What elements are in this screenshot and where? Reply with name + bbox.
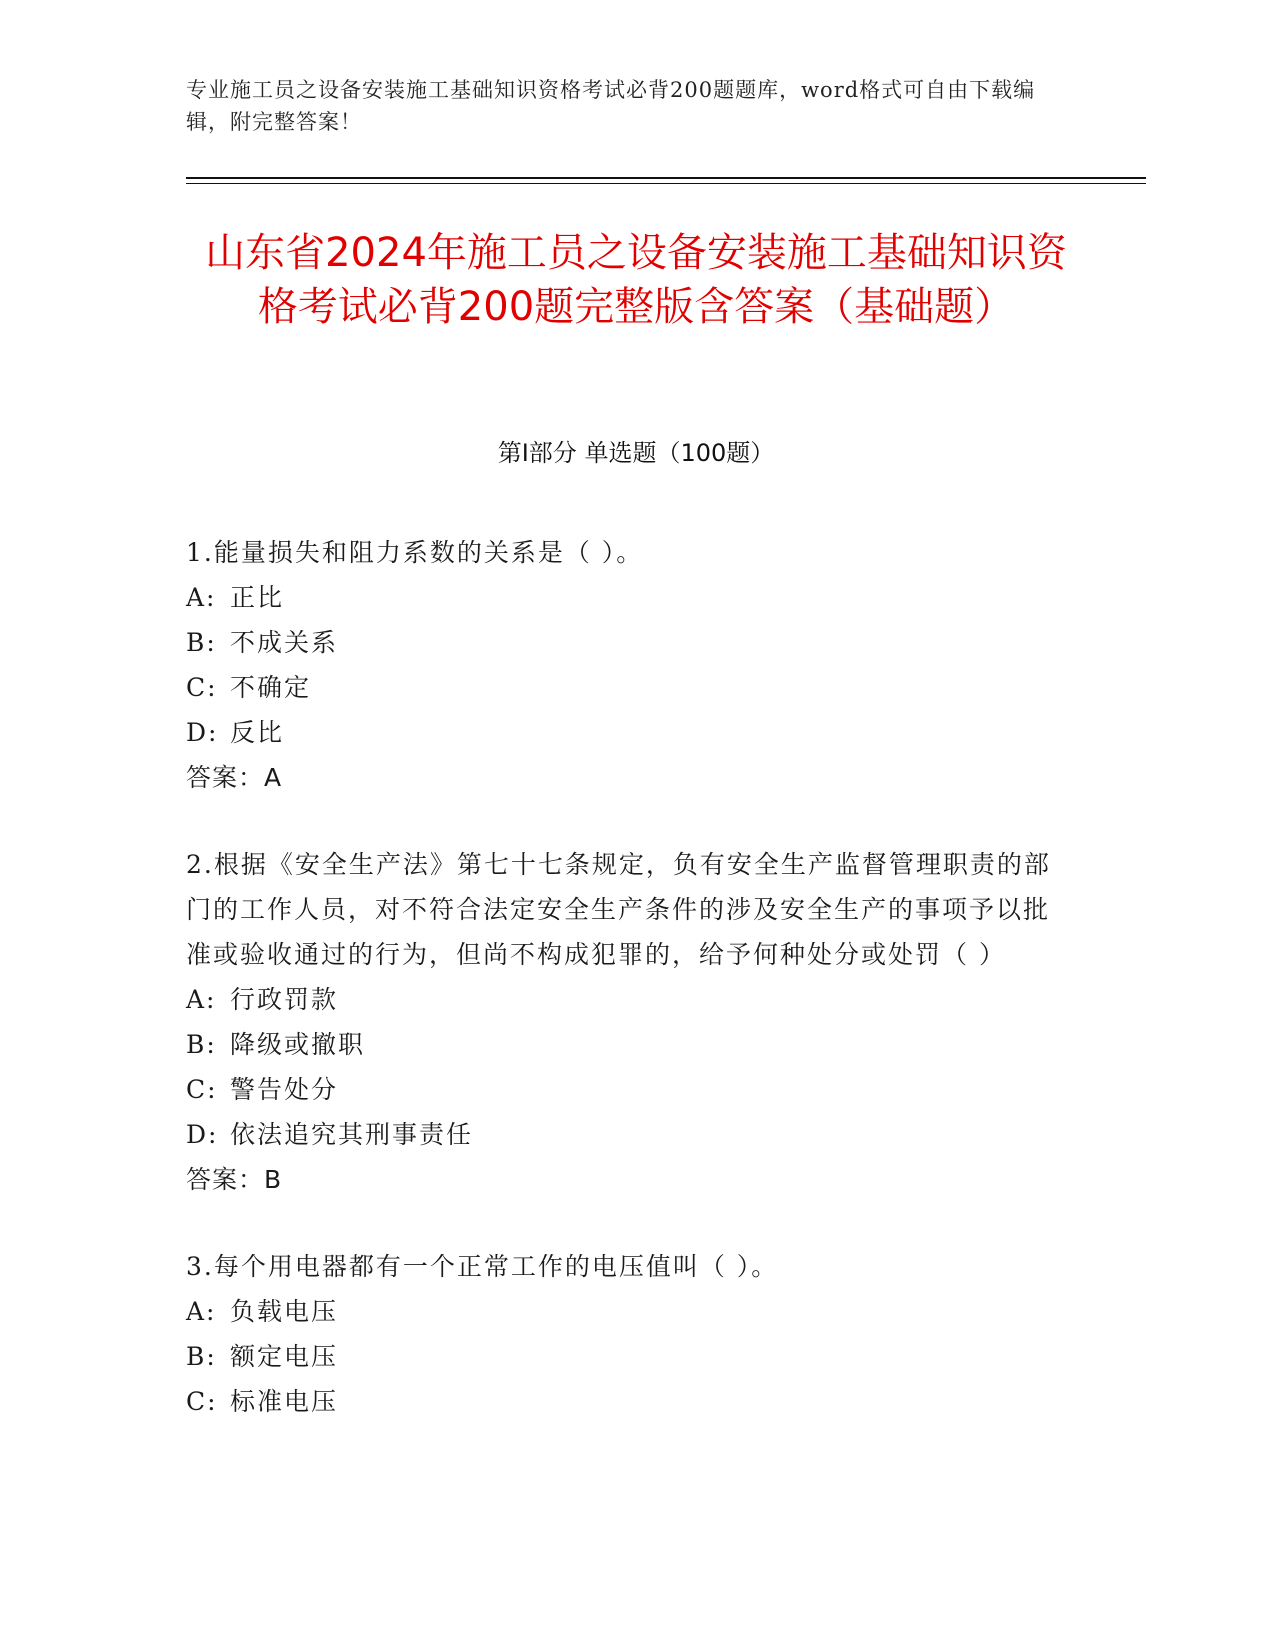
option-text: 行政罚款 — [230, 985, 339, 1014]
question-3 — [186, 1244, 1066, 1424]
option-key: B: — [186, 628, 217, 657]
option-text: 警告处分 — [230, 1075, 339, 1104]
option-key: B: — [186, 1342, 217, 1371]
option-text: 不确定 — [230, 673, 312, 702]
option-d — [186, 1112, 1066, 1157]
option-key: C: — [186, 1387, 218, 1416]
option-text: 标准电压 — [230, 1387, 339, 1416]
option-key: D: — [186, 718, 219, 747]
option-key: B: — [186, 1030, 217, 1059]
option-key: A: — [186, 1297, 217, 1326]
question-2 — [186, 842, 1066, 1202]
option-text: 额定电压 — [230, 1342, 339, 1371]
option-d — [186, 710, 1066, 755]
header-note: 专业施工员之设备安装施工基础知识资格考试必背200题题库，word格式可自由下载编辑，附完整答案！ — [186, 78, 1036, 134]
header-rule-thin — [186, 183, 1146, 184]
option-a — [186, 977, 1066, 1022]
question-stem: 1.能量损失和阻力系数的关系是（ ）。 — [186, 538, 644, 567]
answer-line: 答案：B — [186, 1165, 283, 1194]
document-title: 山东省2024年施工员之设备安装施工基础知识资格考试必背200题完整版含答案（基础题） — [205, 230, 1067, 330]
option-key: D: — [186, 1120, 219, 1149]
question-1 — [186, 530, 1066, 800]
option-b — [186, 620, 1066, 665]
option-key: A: — [186, 985, 217, 1014]
section-title: 第I部分 单选题（100题） — [497, 439, 775, 467]
option-c — [186, 665, 1066, 710]
answer-line: 答案：A — [186, 763, 283, 792]
option-b — [186, 1334, 1066, 1379]
option-a — [186, 575, 1066, 620]
option-c — [186, 1379, 1066, 1424]
option-key: C: — [186, 1075, 218, 1104]
option-text: 负载电压 — [230, 1297, 339, 1326]
option-text: 降级或撤职 — [230, 1030, 366, 1059]
question-stem: 2.根据《安全生产法》第七十七条规定，负有安全生产监督管理职责的部门的工作人员，对不符合法定安全生产条件的涉及安全生产的事项予以批准或验收通过的行为，但尚不构成犯罪的，给予何种处分或处罚（ ） — [186, 850, 1051, 969]
question-list — [186, 530, 1066, 1466]
question-stem: 3.每个用电器都有一个正常工作的电压值叫（ ）。 — [186, 1252, 779, 1281]
option-key: A: — [186, 583, 217, 612]
option-key: C: — [186, 673, 218, 702]
option-text: 依法追究其刑事责任 — [230, 1120, 474, 1149]
option-text: 不成关系 — [230, 628, 339, 657]
option-text: 正比 — [230, 583, 285, 612]
option-c — [186, 1067, 1066, 1112]
option-a — [186, 1289, 1066, 1334]
option-b — [186, 1022, 1066, 1067]
option-text: 反比 — [230, 718, 285, 747]
header-rule-thick — [186, 177, 1146, 179]
